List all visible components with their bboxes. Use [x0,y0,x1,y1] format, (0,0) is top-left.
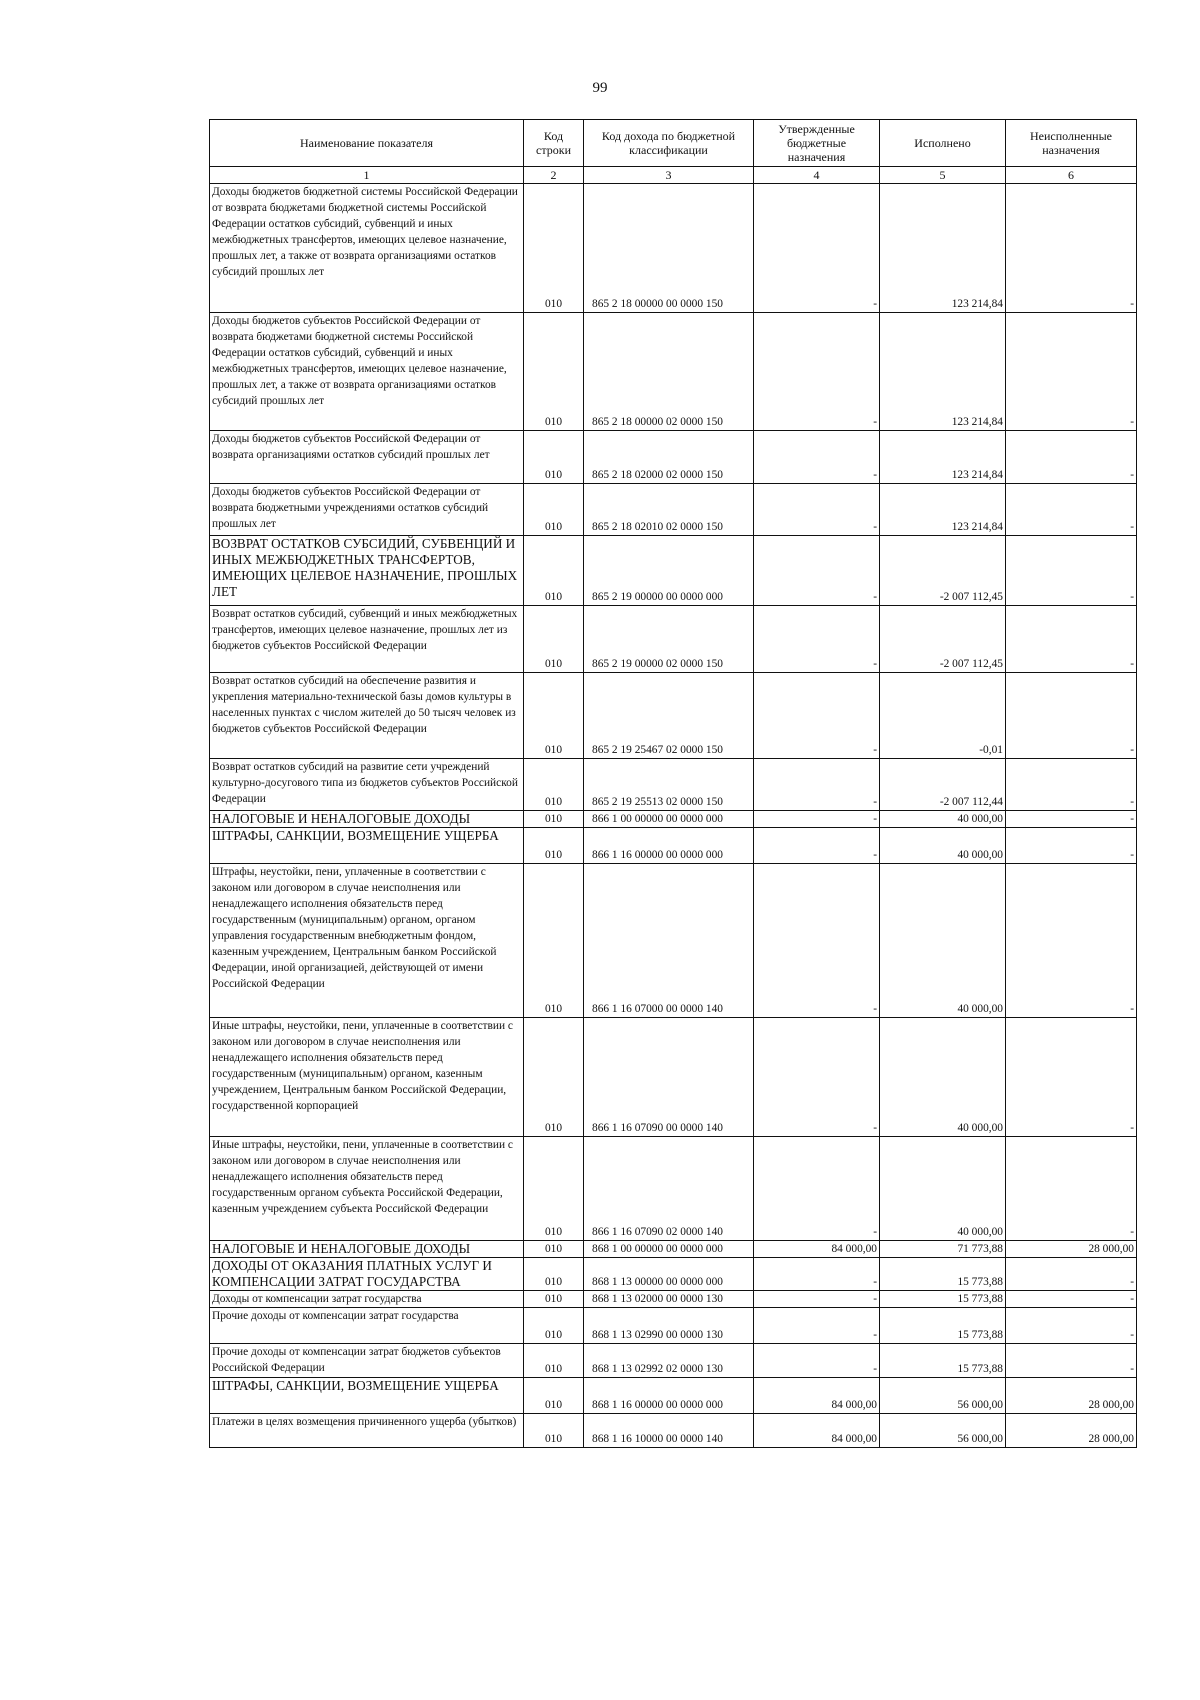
row-executed: 56 000,00 [880,1378,1006,1414]
row-kbk: 868 1 13 00000 00 0000 000 [584,1258,754,1291]
column-number: 6 [1006,167,1137,184]
row-unexecuted: - [1006,864,1137,1018]
row-approved: - [754,1018,880,1137]
table-row [210,484,1137,536]
row-approved: - [754,1258,880,1291]
column-number: 5 [880,167,1006,184]
row-name: Штрафы, неустойки, пени, уплаченные в соответствии с законом или договором в случае неисполнения или ненадлежащего исполнения обязательств перед государственным (муниципальным) органом, органом управления государственным внебюджетным фондом, казенным учреждением, Центральным банком Российской Федерации, иной организацией, действующей от имени Российской Федерации [210,864,524,1018]
row-line-code: 010 [524,484,584,536]
row-unexecuted: - [1006,1018,1137,1137]
row-approved: - [754,606,880,673]
row-kbk: 865 2 18 02010 02 0000 150 [584,484,754,536]
table-row [210,759,1137,811]
row-unexecuted: 28 000,00 [1006,1414,1137,1448]
table-row [210,606,1137,673]
row-line-code: 010 [524,673,584,759]
table-row [210,1018,1137,1137]
header-unexecuted: Неисполненные назначения [1006,120,1137,167]
row-executed: -0,01 [880,673,1006,759]
row-name: Возврат остатков субсидий на обеспечение развития и укрепления материально-технической базы домов культуры в населенных пунктах с числом жителей до 50 тысяч человек из бюджетов субъектов Российской Федерации [210,673,524,759]
row-approved: - [754,673,880,759]
row-approved: 84 000,00 [754,1414,880,1448]
row-kbk: 865 2 19 25513 02 0000 150 [584,759,754,811]
row-executed: -2 007 112,45 [880,536,1006,606]
row-name: ШТРАФЫ, САНКЦИИ, ВОЗМЕЩЕНИЕ УЩЕРБА [210,1378,524,1414]
row-executed: 40 000,00 [880,828,1006,864]
row-name: Прочие доходы от компенсации затрат бюджетов субъектов Российской Федерации [210,1344,524,1378]
table-row [210,1414,1137,1448]
row-unexecuted: - [1006,1291,1137,1308]
header-approved: Утвержденные бюджетные назначения [754,120,880,167]
row-unexecuted: - [1006,828,1137,864]
table-row [210,673,1137,759]
row-kbk: 866 1 16 00000 00 0000 000 [584,828,754,864]
row-kbk: 865 2 18 00000 00 0000 150 [584,184,754,313]
row-name: Доходы бюджетов субъектов Российской Федерации от возврата бюджетами бюджетной системы Российской Федерации остатков субсидий, субвенций и иных межбюджетных трансфертов, имеющих целевое назначение, прошлых лет, а также от возврата организациями остатков субсидий прошлых лет [210,313,524,431]
row-kbk: 868 1 13 02000 00 0000 130 [584,1291,754,1308]
revenue-table [209,119,1137,1448]
table-row [210,1258,1137,1291]
table-row [210,1241,1137,1258]
row-name: НАЛОГОВЫЕ И НЕНАЛОГОВЫЕ ДОХОДЫ [210,1241,524,1258]
row-unexecuted: - [1006,1308,1137,1344]
row-approved: - [754,811,880,828]
table-row [210,828,1137,864]
row-line-code: 010 [524,811,584,828]
row-kbk: 865 2 19 00000 02 0000 150 [584,606,754,673]
row-kbk: 865 2 18 02000 02 0000 150 [584,431,754,484]
header-row [210,120,1137,167]
row-line-code: 010 [524,864,584,1018]
row-approved: - [754,536,880,606]
row-name: ШТРАФЫ, САНКЦИИ, ВОЗМЕЩЕНИЕ УЩЕРБА [210,828,524,864]
row-line-code: 010 [524,184,584,313]
row-name: Доходы бюджетов бюджетной системы Российской Федерации от возврата бюджетами бюджетной системы Российской Федерации остатков субсидий, субвенций и иных межбюджетных трансфертов, имеющих целевое назначение, прошлых лет, а также от возврата организациями остатков субсидий прошлых лет [210,184,524,313]
row-kbk: 868 1 13 02990 00 0000 130 [584,1308,754,1344]
row-kbk: 866 1 16 07090 00 0000 140 [584,1018,754,1137]
table-row [210,431,1137,484]
row-line-code: 010 [524,828,584,864]
row-executed: -2 007 112,45 [880,606,1006,673]
row-name: Доходы от компенсации затрат государства [210,1291,524,1308]
row-line-code: 010 [524,1308,584,1344]
row-line-code: 010 [524,1291,584,1308]
header-line-code: Код строки [524,120,584,167]
table-row [210,536,1137,606]
column-number: 3 [584,167,754,184]
row-unexecuted: - [1006,606,1137,673]
row-executed: 15 773,88 [880,1291,1006,1308]
row-approved: - [754,484,880,536]
row-kbk: 868 1 16 10000 00 0000 140 [584,1414,754,1448]
row-unexecuted: - [1006,431,1137,484]
row-line-code: 010 [524,1018,584,1137]
header-kbk: Код дохода по бюджетной классификации [584,120,754,167]
row-unexecuted: - [1006,1137,1137,1241]
row-unexecuted: 28 000,00 [1006,1378,1137,1414]
row-approved: - [754,828,880,864]
row-executed: 15 773,88 [880,1344,1006,1378]
row-line-code: 010 [524,1344,584,1378]
row-approved: - [754,1344,880,1378]
row-line-code: 010 [524,536,584,606]
row-approved: - [754,864,880,1018]
row-line-code: 010 [524,431,584,484]
row-unexecuted: - [1006,484,1137,536]
row-line-code: 010 [524,1378,584,1414]
row-name: Иные штрафы, неустойки, пени, уплаченные в соответствии с законом или договором в случае неисполнения или ненадлежащего исполнения обязательств перед государственным (муниципальным) органом, казенным учреждением, Центральным банком Российской Федерации, государственной корпорацией [210,1018,524,1137]
table-row [210,1137,1137,1241]
row-executed: 40 000,00 [880,1018,1006,1137]
column-number: 1 [210,167,524,184]
row-approved: - [754,1308,880,1344]
row-executed: 56 000,00 [880,1414,1006,1448]
table-row [210,864,1137,1018]
row-unexecuted: 28 000,00 [1006,1241,1137,1258]
row-kbk: 866 1 16 07000 00 0000 140 [584,864,754,1018]
row-kbk: 865 2 19 00000 00 0000 000 [584,536,754,606]
row-name: Прочие доходы от компенсации затрат государства [210,1308,524,1344]
column-numbers-row [210,167,1137,184]
row-approved: 84 000,00 [754,1241,880,1258]
table-row [210,313,1137,431]
row-line-code: 010 [524,1137,584,1241]
row-executed: 123 214,84 [880,313,1006,431]
table-row [210,1378,1137,1414]
row-executed: 71 773,88 [880,1241,1006,1258]
header-name: Наименование показателя [210,120,524,167]
row-unexecuted: - [1006,184,1137,313]
row-executed: 123 214,84 [880,184,1006,313]
row-approved: - [754,1137,880,1241]
row-line-code: 010 [524,1258,584,1291]
row-unexecuted: - [1006,1344,1137,1378]
row-name: Доходы бюджетов субъектов Российской Федерации от возврата бюджетными учреждениями остатков субсидий прошлых лет [210,484,524,536]
row-executed: 40 000,00 [880,1137,1006,1241]
row-name: Возврат остатков субсидий, субвенций и иных межбюджетных трансфертов, имеющих целевое назначение, прошлых лет из бюджетов субъектов Российской Федерации [210,606,524,673]
row-name: Иные штрафы, неустойки, пени, уплаченные в соответствии с законом или договором в случае неисполнения или ненадлежащего исполнения обязательств перед государственным органом субъекта Российской Федерации, казенным учреждением субъекта Российской Федерации [210,1137,524,1241]
table-row [210,811,1137,828]
row-line-code: 010 [524,1241,584,1258]
row-kbk: 865 2 18 00000 02 0000 150 [584,313,754,431]
header-executed: Исполнено [880,120,1006,167]
row-executed: 15 773,88 [880,1308,1006,1344]
row-name: НАЛОГОВЫЕ И НЕНАЛОГОВЫЕ ДОХОДЫ [210,811,524,828]
row-executed: 123 214,84 [880,484,1006,536]
row-name: Возврат остатков субсидий на развитие сети учреждений культурно-досугового типа из бюджетов субъектов Российской Федерации [210,759,524,811]
row-name: Платежи в целях возмещения причиненного ущерба (убытков) [210,1414,524,1448]
row-executed: 40 000,00 [880,864,1006,1018]
row-unexecuted: - [1006,811,1137,828]
row-kbk: 868 1 16 00000 00 0000 000 [584,1378,754,1414]
row-executed: 123 214,84 [880,431,1006,484]
table-row [210,1344,1137,1378]
row-name: Доходы бюджетов субъектов Российской Федерации от возврата организациями остатков субсидий прошлых лет [210,431,524,484]
row-line-code: 010 [524,313,584,431]
row-approved: - [754,313,880,431]
column-number: 2 [524,167,584,184]
row-kbk: 866 1 16 07090 02 0000 140 [584,1137,754,1241]
page-number: 99 [592,80,608,96]
column-number: 4 [754,167,880,184]
row-approved: - [754,184,880,313]
row-name: ДОХОДЫ ОТ ОКАЗАНИЯ ПЛАТНЫХ УСЛУГ И КОМПЕНСАЦИИ ЗАТРАТ ГОСУДАРСТВА [210,1258,524,1291]
row-unexecuted: - [1006,313,1137,431]
row-unexecuted: - [1006,759,1137,811]
table-row [210,1291,1137,1308]
row-approved: - [754,1291,880,1308]
row-kbk: 865 2 19 25467 02 0000 150 [584,673,754,759]
row-line-code: 010 [524,1414,584,1448]
row-kbk: 868 1 13 02992 02 0000 130 [584,1344,754,1378]
row-executed: 40 000,00 [880,811,1006,828]
row-executed: 15 773,88 [880,1258,1006,1291]
row-name: ВОЗВРАТ ОСТАТКОВ СУБСИДИЙ, СУБВЕНЦИЙ И ИНЫХ МЕЖБЮДЖЕТНЫХ ТРАНСФЕРТОВ, ИМЕЮЩИХ ЦЕЛЕВОЕ НАЗНАЧЕНИЕ, ПРОШЛЫХ ЛЕТ [210,536,524,606]
row-unexecuted: - [1006,536,1137,606]
row-kbk: 866 1 00 00000 00 0000 000 [584,811,754,828]
table-row [210,1308,1137,1344]
row-kbk: 868 1 00 00000 00 0000 000 [584,1241,754,1258]
row-line-code: 010 [524,759,584,811]
table-row [210,184,1137,313]
row-approved: - [754,431,880,484]
row-line-code: 010 [524,606,584,673]
row-approved: - [754,759,880,811]
row-executed: -2 007 112,44 [880,759,1006,811]
row-unexecuted: - [1006,673,1137,759]
row-approved: 84 000,00 [754,1378,880,1414]
row-unexecuted: - [1006,1258,1137,1291]
